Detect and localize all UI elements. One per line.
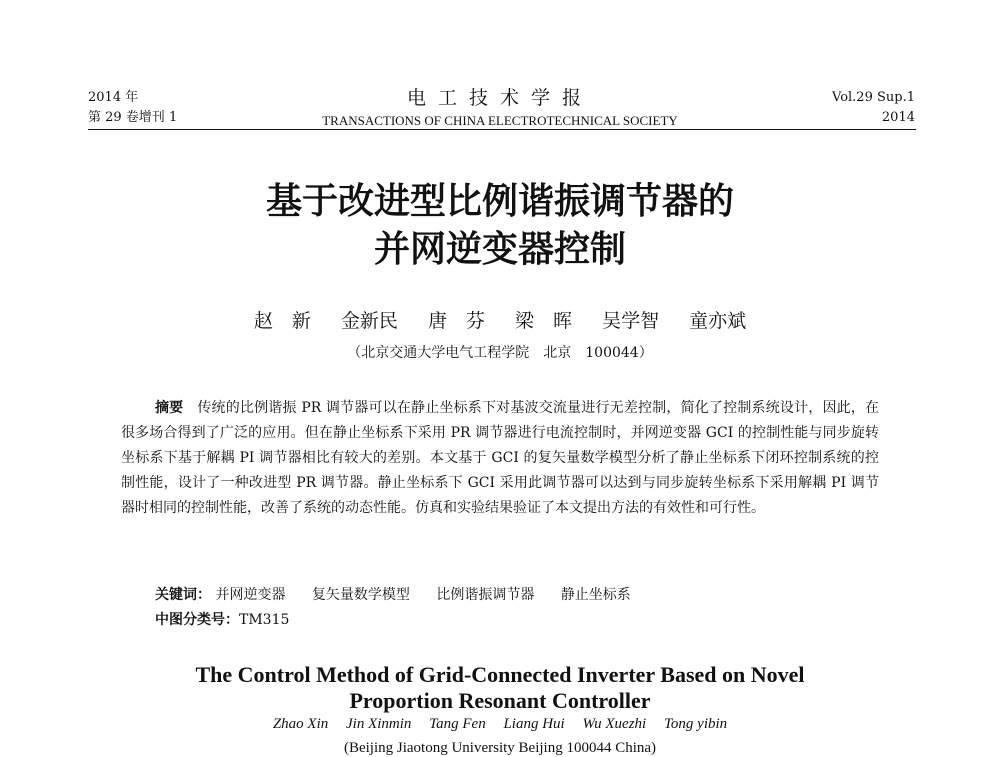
title-en-line-2: Proportion Resonant Controller bbox=[349, 688, 651, 713]
header-vol: Vol.29 Sup.1 bbox=[832, 90, 915, 105]
author-cn: 唐 芬 bbox=[427, 310, 485, 332]
author-en: Wu Xuezhi bbox=[582, 716, 647, 732]
affiliation-cn: （北京交通大学电气工程学院 北京 100044） bbox=[347, 345, 653, 361]
author-cn: 赵 新 bbox=[253, 310, 311, 332]
author-cn: 金新民 bbox=[340, 310, 398, 332]
journal-name-en: TRANSACTIONS OF CHINA ELECTROTECHNICAL SOCIETY bbox=[322, 113, 678, 128]
title-cn-line-2: 并网逆变器控制 bbox=[373, 229, 626, 270]
header-right bbox=[832, 88, 915, 128]
author-en: Tang Fen bbox=[429, 716, 486, 732]
keyword: 比例谐振调节器 bbox=[436, 587, 535, 603]
title-cn-line-1: 基于改进型比例谐振调节器的 bbox=[265, 181, 734, 222]
affiliation-en: (Beijing Jiaotong University Beijing 100044 China) bbox=[343, 740, 657, 756]
author-en: Zhao Xin bbox=[272, 716, 329, 732]
abstract-text: 传统的比例谐振 PR 调节器可以在静止坐标系下对基波交流量进行无差控制，简化了控制系统设计，因此，在很多场合得到了广泛的应用。但在静止坐标系下采用 PR 调节器进行电流控制时，并网逆变器 GCI 的控制性能与同步旋转坐标系下基于解耦 PI 调节器相比有较大的差别。本文基于 GCI 的复矢量数学模型分析了静止坐标系下闭环控制系统的控制性能，设计了一种改进型 PR 调节器。静止坐标系下 GCI 采用此调节器可以达到与同步旋转坐标系下采用解耦 PI 调节器时相同的控制性能，改善了系统的动态性能。仿真和实验结果验证了本文提出方法的有效性和可行性。 bbox=[121, 400, 880, 516]
authors-en bbox=[0, 716, 1000, 733]
classification bbox=[155, 609, 289, 631]
header-year: 2014 年 bbox=[88, 90, 139, 105]
author-en: Jin Xinmin bbox=[346, 716, 412, 732]
abstract bbox=[121, 396, 879, 521]
keyword: 并网逆变器 bbox=[215, 587, 286, 603]
author-cn: 童亦斌 bbox=[689, 310, 747, 332]
keyword: 复矢量数学模型 bbox=[311, 587, 410, 603]
classification-label: 中图分类号： bbox=[155, 612, 239, 628]
journal-name-cn: 电工技术学报 bbox=[406, 87, 593, 109]
author-en: Tong yibin bbox=[663, 716, 728, 732]
paper-title-cn bbox=[0, 178, 1000, 274]
abstract-label: 摘要 bbox=[155, 400, 184, 416]
header-volume: 第 29 卷增刊 1 bbox=[88, 110, 178, 125]
author-cn: 吴学智 bbox=[602, 310, 660, 332]
keywords bbox=[155, 584, 653, 606]
title-en-line-1: The Control Method of Grid-Connected Inverter Based on Novel bbox=[195, 662, 805, 687]
keywords-label: 关键词： bbox=[155, 587, 211, 603]
authors-cn bbox=[0, 306, 1000, 333]
header-year-right: 2014 bbox=[881, 110, 915, 125]
author-en: Liang Hui bbox=[503, 716, 565, 732]
paper-title-en bbox=[0, 662, 1000, 714]
keyword: 静止坐标系 bbox=[560, 587, 631, 603]
classification-value: TM315 bbox=[239, 612, 290, 628]
author-cn: 梁 晖 bbox=[515, 310, 573, 332]
header-rule bbox=[88, 129, 916, 130]
